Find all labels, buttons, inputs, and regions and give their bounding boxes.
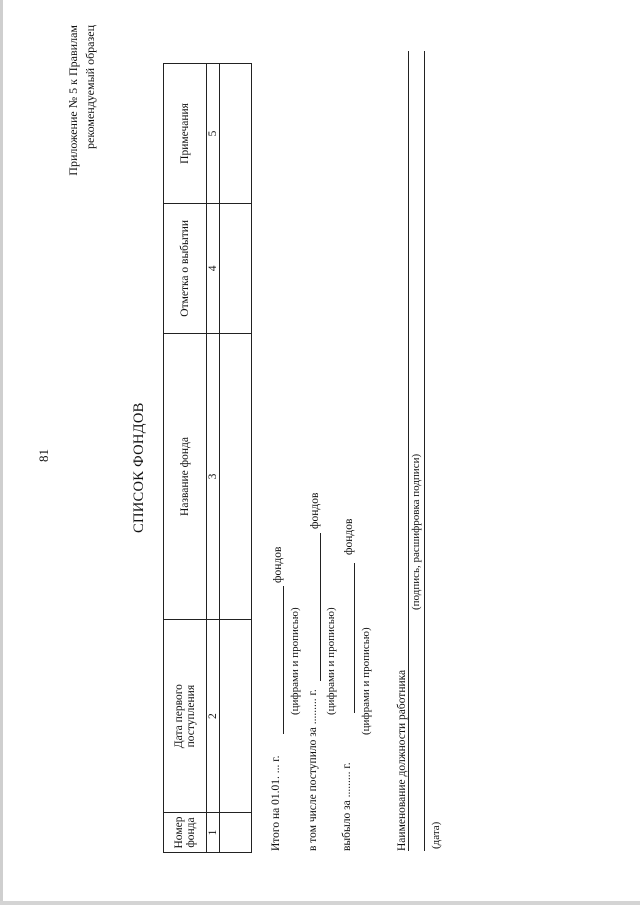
appendix-line-2: рекомендуемый образец: [83, 25, 97, 149]
appendix-line-1: Приложение № 5 к Правилам: [66, 25, 80, 176]
header-fund-number: Номер фонда: [164, 813, 207, 853]
date-caption: (дата): [430, 821, 442, 849]
total-caption: (цифрами и прописью): [289, 607, 301, 715]
signature-line: [408, 51, 409, 851]
total-label: Итого на 01.01. ... г.: [270, 755, 282, 851]
column-number-row: [207, 64, 220, 853]
received-caption: (цифрами и прописью): [325, 607, 337, 715]
page-title: СПИСОК ФОНДОВ: [131, 402, 147, 533]
column-number-4: 4: [207, 203, 220, 333]
total-value-line: [283, 586, 284, 734]
withdrawn-suffix: фондов: [343, 518, 355, 555]
column-number-3: 3: [207, 333, 220, 620]
total-suffix: фондов: [272, 546, 284, 583]
header-notes: Примечания: [164, 64, 207, 204]
table-empty-row: [220, 64, 252, 853]
header-first-receipt-date: Дата первого поступления: [164, 620, 207, 813]
withdrawn-label: выбыло за ......... г.: [341, 762, 353, 851]
withdrawn-caption: (цифрами и прописью): [360, 627, 372, 735]
funds-table: [163, 63, 252, 853]
header-withdrawal-mark: Отметка о выбытии: [164, 203, 207, 333]
position-label: Наименование должности работника: [396, 669, 408, 851]
column-number-1: 1: [207, 813, 220, 853]
signature-caption: (подпись, расшифровка подписи): [410, 453, 422, 610]
table-header-row: [164, 64, 207, 853]
withdrawn-value-line: [354, 563, 355, 713]
column-number-2: 2: [207, 620, 220, 813]
received-label: в том числе поступило за ......... г.: [307, 689, 319, 851]
header-fund-name: Название фонда: [164, 333, 207, 620]
received-suffix: фондов: [309, 492, 321, 529]
page-number: 81: [36, 449, 51, 462]
date-line: [424, 51, 425, 851]
column-number-5: 5: [207, 64, 220, 204]
received-value-line: [320, 533, 321, 681]
